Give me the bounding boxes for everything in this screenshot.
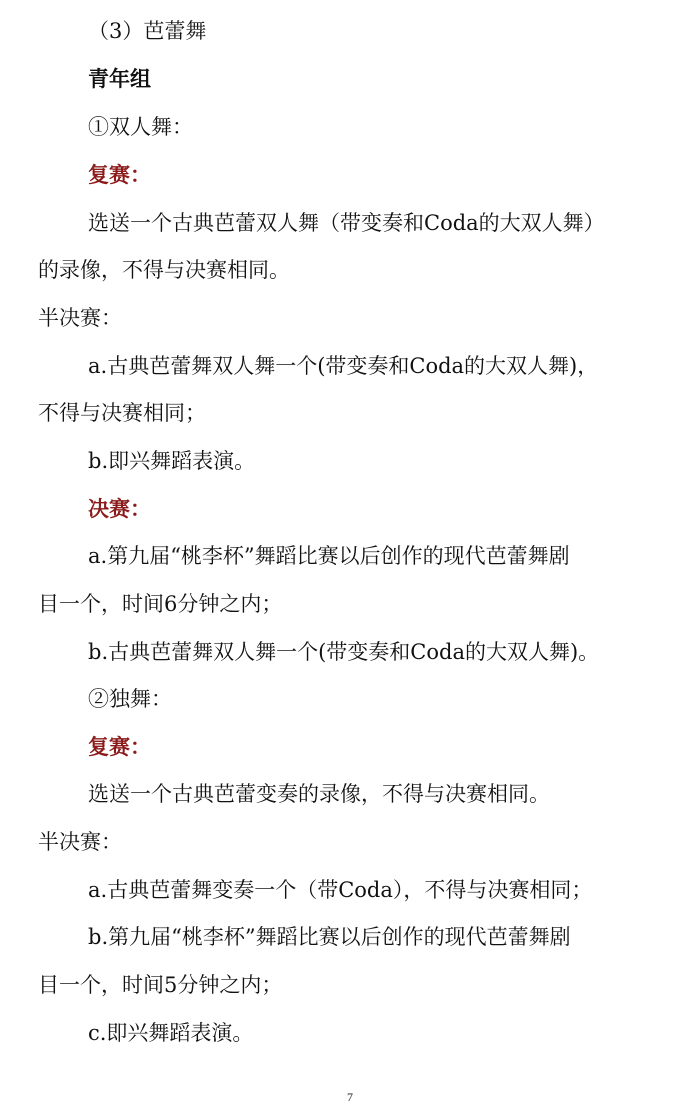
paragraph-line: 不得与决赛相同；	[38, 401, 206, 425]
paragraph-text: a.古典芭蕾舞双人舞一个(带变奏和Coda的大双人舞)，	[88, 354, 599, 378]
group-heading-youth: 青年组	[88, 66, 151, 91]
paragraph-text: a.第九届“桃李杯”舞蹈比赛以后创作的现代芭蕾舞剧	[88, 544, 570, 568]
paragraph-line	[0, 637, 700, 667]
section-heading-ballet: （3）芭蕾舞	[88, 19, 207, 43]
paragraph-text: a.古典芭蕾舞变奏一个（带Coda），不得与决赛相同；	[88, 878, 593, 902]
stage-heading-semifinal: 半决赛：	[38, 306, 122, 330]
paragraph-line: c.即兴舞蹈表演。	[88, 1021, 254, 1045]
item-heading-solo: ②独舞：	[88, 687, 172, 711]
stage-heading-second-round: 复赛：	[88, 162, 151, 187]
paragraph-line: 的录像，不得与决赛相同。	[38, 258, 290, 282]
stage-heading-semifinal: 半决赛：	[38, 830, 122, 854]
page-number: 7	[347, 1090, 353, 1104]
paragraph-line	[0, 541, 700, 571]
paragraph-line: 选送一个古典芭蕾变奏的录像，不得与决赛相同。	[88, 782, 550, 806]
paragraph-line: 目一个，时间6分钟之内；	[38, 592, 283, 616]
paragraph-text: b.古典芭蕾舞双人舞一个(带变奏和Coda的大双人舞)。	[88, 640, 600, 664]
item-heading-pas-de-deux: ①双人舞：	[88, 115, 193, 139]
paragraph-line	[0, 922, 700, 952]
paragraph-line	[0, 208, 700, 238]
paragraph-line: 目一个，时间5分钟之内；	[38, 973, 283, 997]
stage-heading-final: 决赛：	[88, 496, 151, 521]
paragraph-line: b.即兴舞蹈表演。	[88, 449, 256, 473]
stage-heading-second-round: 复赛：	[88, 734, 151, 759]
paragraph-line	[0, 875, 700, 905]
paragraph-line	[0, 351, 700, 381]
paragraph-text: 选送一个古典芭蕾双人舞（带变奏和Coda的大双人舞）	[88, 211, 605, 235]
paragraph-text: b.第九届“桃李杯”舞蹈比赛以后创作的现代芭蕾舞剧	[88, 925, 571, 949]
